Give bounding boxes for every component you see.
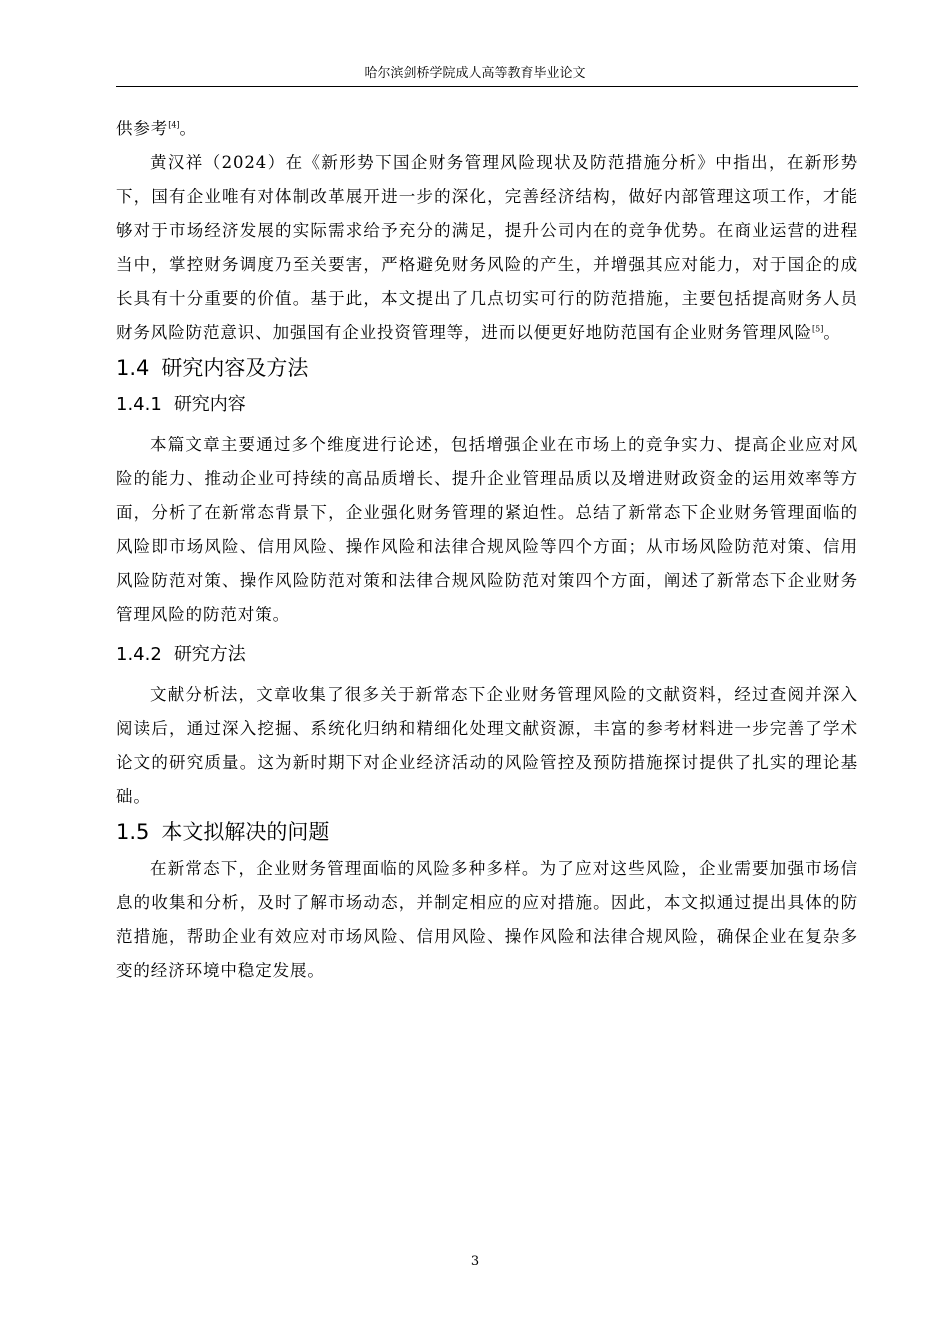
heading-1-4-title: 研究内容及方法	[161, 356, 309, 380]
heading-1-5-number: 1.5	[116, 820, 150, 844]
heading-1-5-title: 本文拟解决的问题	[161, 820, 330, 844]
heading-1-4-1-number: 1.4.1	[116, 394, 162, 415]
paragraph-huang-end: 。	[823, 323, 841, 342]
heading-1-4	[116, 354, 858, 382]
running-header: 哈尔滨剑桥学院成人高等教育毕业论文	[364, 66, 586, 81]
paragraph-huang	[116, 146, 858, 350]
heading-1-4-2-number: 1.4.2	[116, 644, 162, 665]
heading-1-5	[116, 818, 858, 846]
heading-1-4-1	[116, 392, 858, 418]
paragraph-problems: 在新常态下，企业财务管理面临的风险多种多样。为了应对这些风险，企业需要加强市场信息的收集和分析，及时了解市场动态，并制定相应的应对措施。因此，本文拟通过提出具体的防范措施，帮助企业有效应对市场风险、信用风险、操作风险和法律合规风险，确保企业在复杂多变的经济环境中稳定发展。	[116, 859, 858, 980]
continuation-end: 。	[179, 119, 197, 138]
paragraph-research-method: 文献分析法，文章收集了很多关于新常态下企业财务管理风险的文献资料，经过查阅并深入阅读后，通过深入挖掘、系统化归纳和精细化处理文献资源，丰富的参考材料进一步完善了学术论文的研究质量。这为新时期下对企业经济活动的风险管控及预防措施探讨提供了扎实的理论基础。	[116, 685, 858, 806]
continuation-text: 供参考	[116, 119, 169, 138]
citation-4: [4]	[168, 120, 180, 130]
paragraph-research-content: 本篇文章主要通过多个维度进行论述，包括增强企业在市场上的竞争实力、提高企业应对风险的能力、推动企业可持续的高品质增长、提升企业管理品质以及增进财政资金的运用效率等方面，分析了在新常态背景下，企业强化财务管理的紧迫性。总结了新常态下企业财务管理面临的风险即市场风险、信用风险、操作风险和法律合规风险等四个方面；从市场风险防范对策、信用风险防范对策、操作风险防范对策和法律合规风险防范对策四个方面，阐述了新常态下企业财务管理风险的防范对策。	[116, 435, 858, 624]
page-body	[116, 112, 858, 988]
heading-1-4-1-title: 研究内容	[173, 394, 246, 415]
heading-1-4-2-title: 研究方法	[173, 644, 246, 665]
continuation-paragraph	[116, 112, 858, 146]
header-rule	[116, 86, 858, 87]
heading-1-4-2	[116, 642, 858, 668]
page-number: 3	[470, 1254, 480, 1269]
paragraph-huang-text: 黄汉祥（2024）在《新形势下国企财务管理风险现状及防范措施分析》中指出，在新形势下，国有企业唯有对体制改革展开进一步的深化，完善经济结构，做好内部管理这项工作，才能够对于市场经济发展的实际需求给予充分的满足，提升公司内在的竞争优势。在商业运营的进程当中，掌控财务调度乃至关要害，严格避免财务风险的产生，并增强其应对能力，对于国企的成长具有十分重要的价值。基于此，本文提出了几点切实可行的防范措施，主要包括提高财务人员财务风险防范意识、加强国有企业投资管理等，进而以便更好地防范国有企业财务管理风险	[116, 153, 858, 342]
citation-5: [5]	[812, 324, 824, 334]
heading-1-4-number: 1.4	[116, 356, 150, 380]
